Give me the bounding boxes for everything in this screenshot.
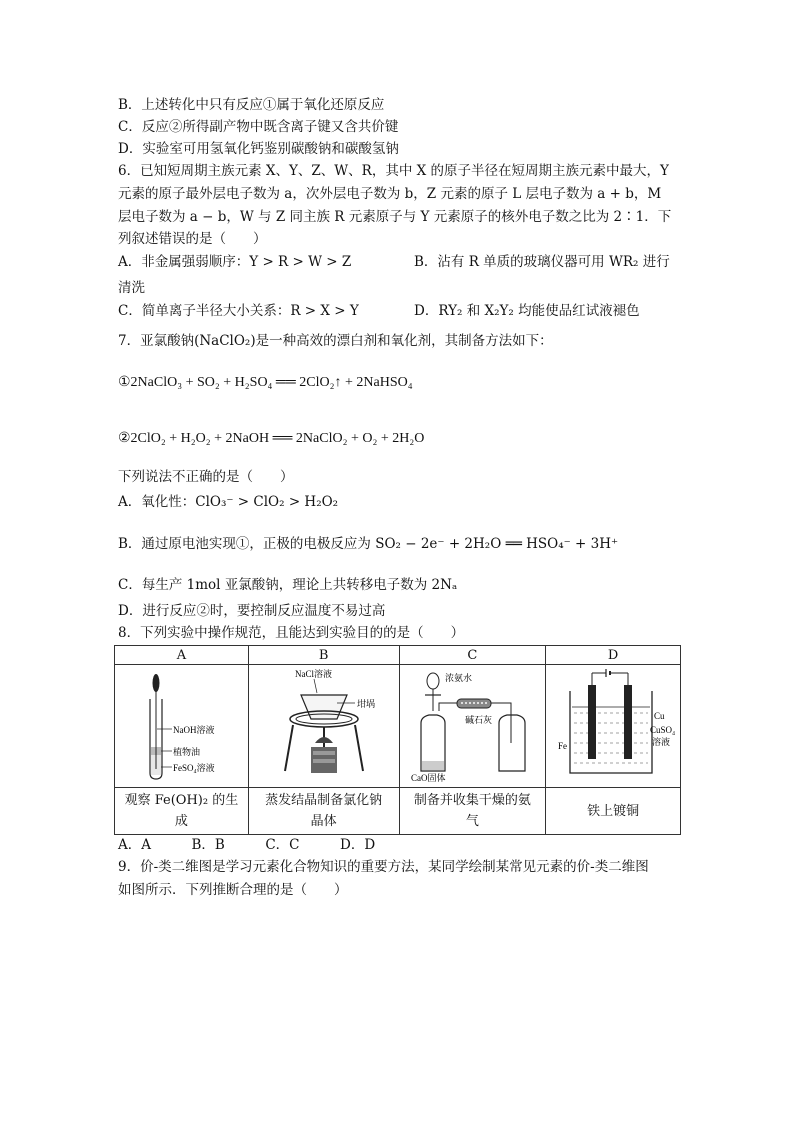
label-conc-ammonia: 浓氨水 <box>445 673 473 683</box>
col-header-b: B <box>248 646 399 665</box>
q6-stem-line3: 层电子数为 a − b，W 与 Z 同主族 R 元素原子与 Y 元素原子的核外电子数之比为 2∶1．下 <box>118 209 672 225</box>
q6-stem-line2: 元素的原子最外层电子数为 a，次外层电子数为 b，Z 元素的原子 L 层电子数为 a + b，M <box>118 186 662 202</box>
q6-option-c: C．简单离子半径大小关系：R > X > Y <box>118 303 359 319</box>
label-naoh: NaOH溶液 <box>173 725 215 735</box>
caption-a: 观察 Fe(OH)₂ 的生 成 <box>115 788 249 835</box>
label-solution: 溶液 <box>652 737 671 747</box>
caption-d: 铁上镀铜 <box>546 788 681 835</box>
q7-equation-1: ①2NaClO₃ + SO₂ + H₂SO₄ ══ 2ClO₂↑ + 2NaHSO₄ <box>118 375 413 390</box>
test-tube-diagram <box>116 667 246 785</box>
col-header-c: C <box>399 646 546 665</box>
q8-experiment-table <box>114 645 681 835</box>
figure-b-cell <box>248 665 399 788</box>
figure-c-cell <box>399 665 546 788</box>
col-header-d: D <box>546 646 681 665</box>
label-fe: Fe <box>558 741 568 751</box>
caption-c: 制备并收集干燥的氨 气 <box>399 788 546 835</box>
q6-option-d: D．RY₂ 和 X₂Y₂ 均能使品红试液褪色 <box>414 303 640 319</box>
evaporation-diagram <box>251 667 397 785</box>
q7-stem: 7．亚氯酸钠(NaClO₂)是一种高效的漂白剂和氧化剂，其制备方法如下： <box>118 333 553 349</box>
q8-answer-options: A．A B．B C．C D．D <box>118 837 376 853</box>
electroplating-diagram <box>548 667 678 785</box>
q7-ask: 下列说法不正确的是（ ） <box>118 469 294 485</box>
q6-option-a: A．非金属强弱顺序：Y > R > W > Z <box>118 254 352 270</box>
label-feso4: FeSO₄溶液 <box>173 763 216 773</box>
q9-stem-line2: 如图所示．下列推断合理的是（ ） <box>118 882 348 898</box>
figure-d-cell <box>546 665 681 788</box>
label-oil: 植物油 <box>173 747 201 757</box>
q6-stem-line1: 6．已知短周期主族元素 X、Y、Z、W、R，其中 X 的原子半径在短周期主族元素中最大，Y <box>118 163 669 179</box>
ammonia-apparatus-diagram <box>401 667 543 785</box>
label-cao: CaO固体 <box>411 773 446 783</box>
q5-option-d: D．实验室可用氢氧化钙鉴别碳酸钠和碳酸氢钠 <box>118 141 399 157</box>
label-crucible: 坩埚 <box>356 699 375 709</box>
label-nacl: NaCl溶液 <box>294 669 332 679</box>
q6-option-b: B．沾有 R 单质的玻璃仪器可用 WR₂ 进行 <box>414 254 670 270</box>
q9-stem-line1: 9．价-类二维图是学习元素化合物知识的重要方法，某同学绘制某常见元素的价-类二维图 <box>118 859 649 875</box>
q6-stem-line4: 列叙述错误的是（ ） <box>118 231 267 247</box>
q7-equation-2: ②2ClO₂ + H₂O₂ + 2NaOH ══ 2NaClO₂ + O₂ + 2H₂O <box>118 431 425 446</box>
caption-b: 蒸发结晶制备氯化钠 晶体 <box>248 788 399 835</box>
label-soda-lime: 碱石灰 <box>465 715 493 725</box>
q5-option-b: B．上述转化中只有反应①属于氧化还原反应 <box>118 97 385 113</box>
q8-stem: 8．下列实验中操作规范，且能达到实验目的的是（ ） <box>118 625 465 641</box>
q5-option-c: C．反应②所得副产物中既含离子键又含共价键 <box>118 119 399 135</box>
q7-option-c: C．每生产 1mol 亚氯酸钠，理论上共转移电子数为 2Nₐ <box>118 577 458 593</box>
q7-option-b: B．通过原电池实现①，正极的电极反应为 SO₂ − 2e⁻ + 2H₂O ══ HSO₄⁻ + 3H⁺ <box>118 536 619 552</box>
q7-option-d: D．进行反应②时，要控制反应温度不易过高 <box>118 603 386 619</box>
q7-option-a: A．氧化性：ClO₃⁻ > ClO₂ > H₂O₂ <box>118 494 339 510</box>
figure-a-cell <box>115 665 249 788</box>
label-cu: Cu <box>654 711 665 721</box>
label-cuso4: CuSO₄ <box>650 725 676 735</box>
col-header-a: A <box>115 646 249 665</box>
q6-option-b-cont: 清洗 <box>118 280 145 296</box>
